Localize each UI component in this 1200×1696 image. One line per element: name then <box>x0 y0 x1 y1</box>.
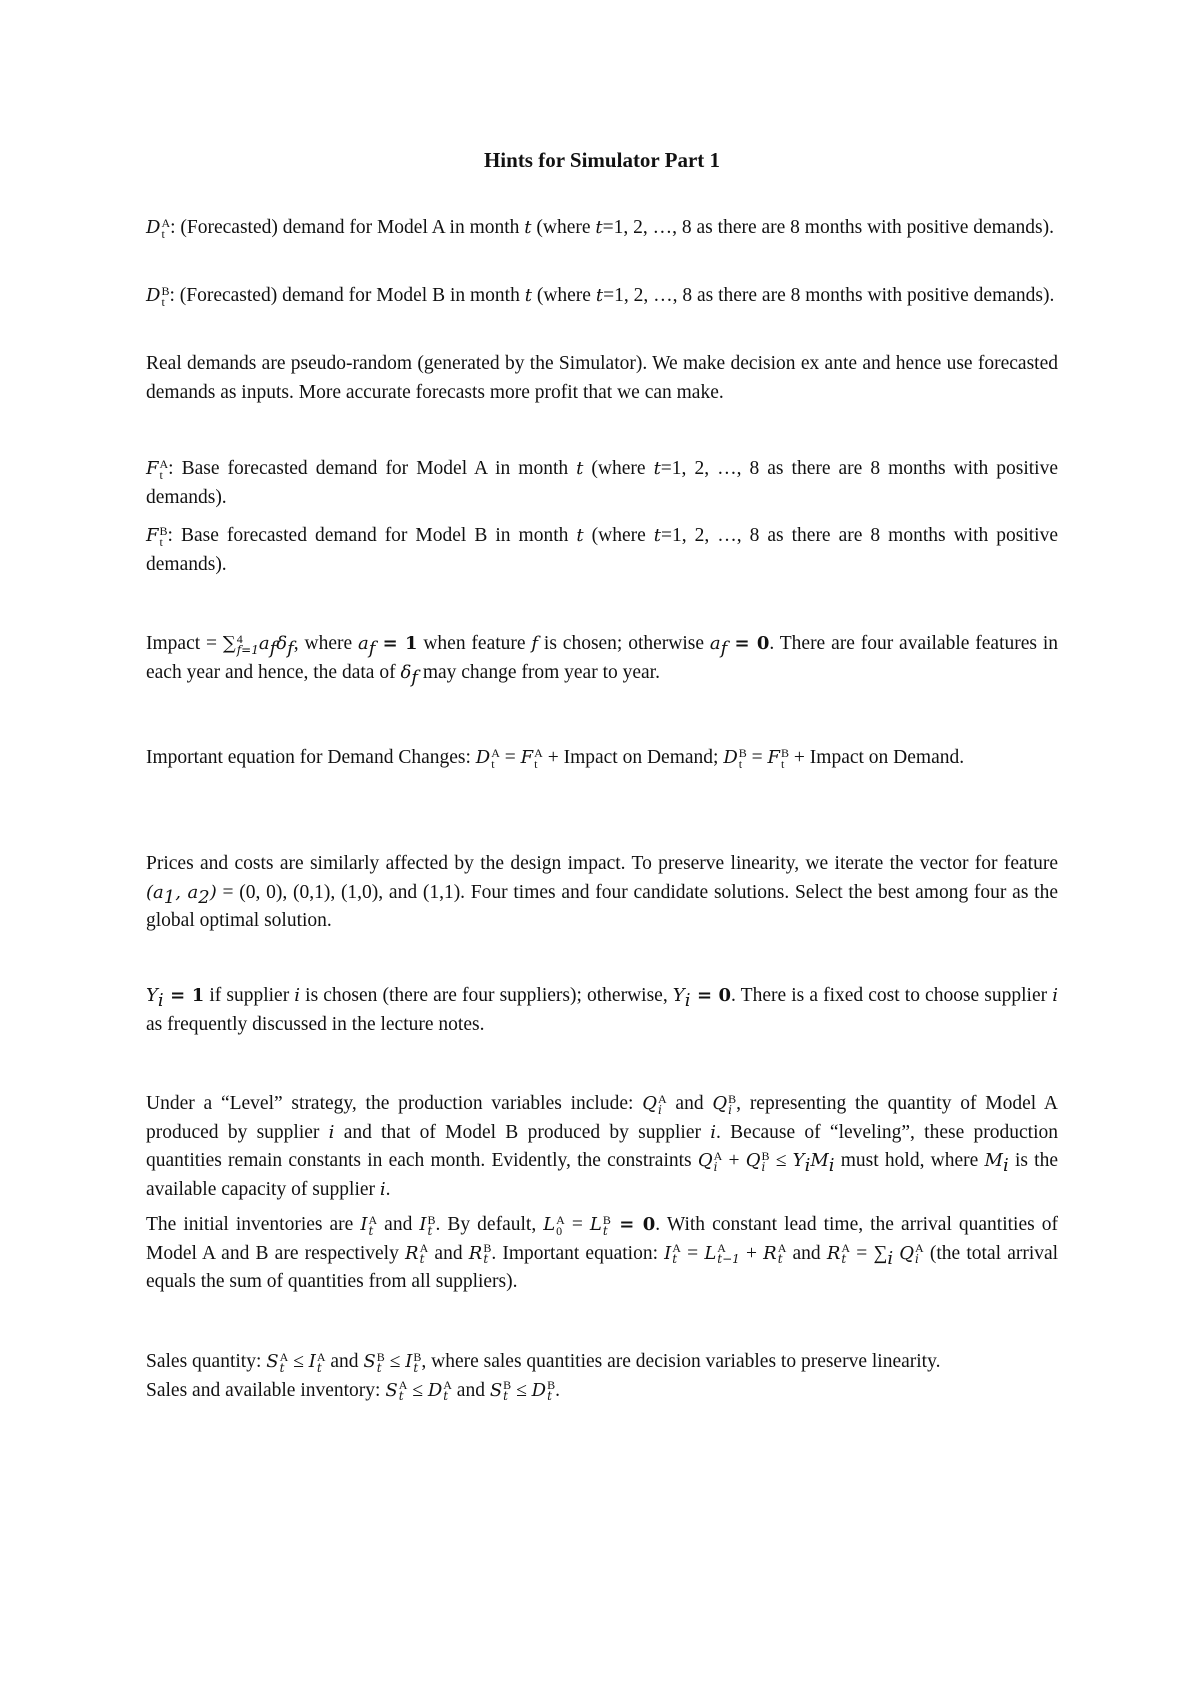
math-sub: i <box>713 1159 718 1174</box>
math-sub: t <box>841 1252 847 1267</box>
text: + Impact on Demand; <box>542 747 724 768</box>
text: =1, 2, …, 8 as there are 8 months with positive demands). <box>146 525 1058 575</box>
math-t: t <box>595 285 604 306</box>
math-R: R <box>468 1242 483 1264</box>
math-sub: f <box>411 666 418 688</box>
math-sub: i <box>761 1159 766 1174</box>
paragraph-prices-costs <box>146 850 1058 936</box>
math-t: t <box>576 458 584 479</box>
math-sub: 1 <box>163 886 176 908</box>
math-sup: B <box>761 1148 770 1163</box>
math-sub: t <box>279 1360 285 1375</box>
math-eq0: = 0 <box>690 985 732 1006</box>
math-sup: A <box>841 1241 851 1256</box>
math-eq: = <box>746 747 768 768</box>
math-sup: A <box>161 215 171 230</box>
text: Impact = <box>146 633 223 654</box>
math-sup: B <box>413 1349 422 1364</box>
math-plus: + <box>722 1150 746 1171</box>
math-F: F <box>767 747 781 768</box>
math-D: D <box>146 217 161 238</box>
math-M: M <box>984 1150 1003 1171</box>
math-sup: A <box>534 745 543 760</box>
text: (where <box>531 217 596 238</box>
text: . By default, <box>435 1214 544 1235</box>
math-sub: i <box>157 989 164 1011</box>
math-R: R <box>405 1242 419 1264</box>
math-sup: A <box>713 1148 723 1163</box>
math-sup: B <box>602 1212 611 1227</box>
text: Base forecasted demand for Model B in month <box>180 525 577 546</box>
math-t: t <box>653 458 661 479</box>
math-sub: t <box>413 1360 419 1375</box>
math-Q: Q <box>745 1150 761 1171</box>
math-I: I <box>664 1242 672 1264</box>
paragraph-demand-a: D A t : (Forecasted) demand for Model A in month t (where t=1, 2, …, 8 as there are 8 months with positive demands). <box>146 215 1054 241</box>
math-f: f <box>531 633 539 654</box>
math-sup: A <box>159 456 169 471</box>
math-sub: t <box>419 1252 425 1267</box>
text: as frequently discussed in the lecture notes. <box>146 1013 485 1035</box>
math-I: I <box>419 1214 427 1235</box>
math-D: D <box>723 747 738 768</box>
math-sub: t <box>161 294 165 309</box>
math-sub: 0 <box>556 1223 563 1238</box>
text: and <box>786 1242 827 1264</box>
math-t: t <box>524 285 532 306</box>
text: may change from year to year. <box>417 661 660 683</box>
math-vec: , a <box>175 881 199 903</box>
paragraph-level-strategy <box>146 1090 1058 1204</box>
math-sum: ∑ <box>222 633 236 654</box>
math-S: S <box>489 1379 503 1401</box>
math-sub: t <box>777 1252 783 1267</box>
math-i: i <box>710 1121 717 1143</box>
math-eq: = <box>680 1242 705 1264</box>
math-F: F <box>146 458 159 479</box>
math-le: ≤ <box>288 1351 309 1372</box>
math-sup: A <box>443 1378 452 1393</box>
text: is the available capacity of supplier <box>146 1150 1058 1200</box>
math-sub: i <box>684 989 691 1011</box>
math-t: t <box>524 217 532 238</box>
math-sub: t <box>443 1389 449 1404</box>
math-Y: Y <box>672 985 685 1006</box>
math-Q: Q <box>712 1093 728 1114</box>
math-sup: B <box>376 1349 385 1364</box>
math-sub: f <box>368 637 376 659</box>
math-sup: B <box>738 745 747 760</box>
math-i: i <box>294 985 301 1006</box>
text: and <box>428 1242 469 1264</box>
math-sub: t <box>368 1223 374 1238</box>
text: (where <box>531 285 596 306</box>
text: is chosen; otherwise <box>538 633 710 654</box>
math-S: S <box>266 1351 279 1372</box>
math-sub: t <box>161 226 165 241</box>
math-sup: A <box>368 1212 378 1227</box>
math-sub: t <box>427 1223 433 1238</box>
math-sub: i <box>804 1154 811 1176</box>
text: , where sales quantities are decision variables to preserve linearity. <box>421 1351 941 1372</box>
math-eq1: = 1 <box>375 633 418 654</box>
math-I: I <box>405 1351 413 1372</box>
text: . <box>555 1379 560 1401</box>
math-D: D <box>146 285 161 306</box>
math-sub: t <box>159 467 163 482</box>
math-t: t <box>653 525 661 546</box>
text: . Because of “leveling”, these production quantities remain constants in each month. Evidently, the constraints <box>146 1121 1058 1171</box>
math-vec: (a <box>146 881 164 903</box>
math-sub: t−1 <box>717 1252 740 1267</box>
text: (where <box>583 458 654 479</box>
math-Y: Y <box>792 1150 805 1171</box>
math-a: a <box>357 633 369 654</box>
math-sub: f=1 <box>236 642 259 657</box>
math-plus: + <box>739 1242 764 1264</box>
math-sub: i <box>828 1154 835 1176</box>
math-a: a <box>258 633 270 654</box>
text: and <box>451 1379 490 1401</box>
math-sub: i <box>728 1102 732 1117</box>
math-sub: i <box>657 1102 662 1117</box>
math-eq0: = 0 <box>610 1214 656 1235</box>
math-t: t <box>576 525 584 546</box>
text: and <box>666 1093 713 1114</box>
math-sup: 4 <box>236 631 243 646</box>
math-sub: t <box>602 1223 608 1238</box>
math-Q: Q <box>697 1150 713 1171</box>
math-sup: A <box>777 1241 787 1256</box>
math-sup: A <box>316 1349 326 1364</box>
math-i: i <box>328 1121 335 1143</box>
text: and <box>377 1214 420 1235</box>
paragraph-base-b: F B t : Base forecasted demand for Model B in month t (where t=1, 2, …, 8 as there are 8 months with positive demands). <box>146 523 1058 575</box>
math-sub: f <box>269 637 277 659</box>
math-F: F <box>146 525 159 546</box>
text: Important equation for Demand Changes: <box>146 747 476 768</box>
math-delta: δ <box>400 661 412 683</box>
text: (Forecasted) demand for Model A in month <box>180 217 525 238</box>
paragraph-demand-changes <box>146 744 1058 773</box>
paragraph-base-a: F A t : Base forecasted demand for Model A in month t (where t=1, 2, …, 8 as there are 8 months with positive demands). <box>146 456 1058 508</box>
math-I: I <box>308 1351 316 1372</box>
math-sub: t <box>547 1389 552 1404</box>
math-eq: = <box>564 1214 590 1235</box>
math-sup: A <box>717 1241 726 1256</box>
math-sub: i <box>887 1247 894 1269</box>
text: must hold, where <box>834 1150 985 1171</box>
text: Sales quantity: <box>146 1351 267 1372</box>
math-i: i <box>1052 985 1058 1006</box>
paragraph-impact <box>146 630 1058 687</box>
text: is chosen (there are four suppliers); otherwise, <box>300 985 673 1006</box>
paragraph-real-demands: Real demands are pseudo-random (generated by the Simulator). We make decision ex ante and hence use forecasted demands as inputs. More accurate forecasts more profit that we can make. <box>146 353 1058 403</box>
math-I: I <box>360 1214 368 1235</box>
text: (Forecasted) demand for Model B in month <box>179 285 525 306</box>
math-sub: t <box>503 1389 508 1404</box>
math-t: t <box>595 217 603 238</box>
math-sub: t <box>483 1252 489 1267</box>
math-eq1: = 1 <box>163 985 205 1006</box>
text: + Impact on Demand. <box>789 747 965 768</box>
math-D: D <box>531 1379 547 1401</box>
text: . <box>385 1178 391 1200</box>
math-sum: ∑ <box>873 1242 888 1264</box>
math-le: ≤ <box>384 1351 406 1372</box>
math-Y: Y <box>146 985 158 1006</box>
math-le: ≤ <box>407 1379 428 1401</box>
math-L: L <box>543 1214 556 1235</box>
math-sup: A <box>915 1241 924 1256</box>
paragraph-inventories <box>146 1211 1058 1297</box>
math-sup: B <box>427 1212 436 1227</box>
math-delta: δ <box>276 633 288 654</box>
text: if supplier <box>204 985 295 1006</box>
text: (the total arrival equals the sum of quantities from all suppliers). <box>146 1242 1059 1292</box>
math-sub: t <box>398 1389 404 1404</box>
text: Under a “Level” strategy, the production variables include: <box>146 1093 643 1114</box>
math-sup: B <box>781 745 790 760</box>
text: =1, 2, …, 8 as there are 8 months with positive demands). <box>603 285 1055 306</box>
text: =1, 2, …, 8 as there are 8 months with positive demands). <box>146 458 1058 508</box>
math-R: R <box>826 1242 841 1264</box>
math-D: D <box>427 1379 443 1401</box>
math-sup: B <box>547 1378 556 1393</box>
text: and that of Model B produced by supplier <box>334 1121 711 1143</box>
math-sup: B <box>728 1091 737 1106</box>
math-L: L <box>589 1214 602 1235</box>
math-sup: A <box>657 1091 667 1106</box>
text: and <box>325 1351 364 1372</box>
page-title: Hints for Simulator Part 1 <box>483 148 721 172</box>
math-sub: t <box>491 756 495 771</box>
math-eq0: = 0 <box>727 633 770 654</box>
math-sup: A <box>279 1349 289 1364</box>
math-sub: t <box>781 756 785 771</box>
math-sub: i <box>915 1252 919 1267</box>
text: =1, 2, …, 8 as there are 8 months with positive demands). <box>602 217 1054 238</box>
math-sup: B <box>503 1378 512 1393</box>
text: . There are four available features in each year and hence, the data of <box>146 633 1059 683</box>
text: , representing the quantity of Model A produced by supplier <box>146 1093 1058 1143</box>
text: . There is a fixed cost to choose supplier <box>731 985 1053 1006</box>
text: when feature <box>417 633 532 654</box>
math-Q: Q <box>642 1093 657 1114</box>
math-sup: A <box>398 1378 408 1393</box>
math-sub: i <box>1002 1154 1009 1176</box>
text: Prices and costs are similarly affected by the design impact. To preserve linearity, we iterate the vector for feature <box>146 853 1058 874</box>
math-F: F <box>520 747 534 768</box>
math-S: S <box>363 1351 376 1372</box>
math-sub: t <box>159 534 163 549</box>
text: . With constant lead time, the arrival quantities of Model A and B are respectively <box>146 1214 1058 1264</box>
text: (where <box>583 525 654 546</box>
text: . Important equation: <box>491 1242 665 1264</box>
math-D: D <box>475 747 491 768</box>
math-eq: = <box>850 1242 874 1264</box>
math-sub: f <box>287 637 294 659</box>
math-sub: t <box>672 1252 678 1267</box>
text: , where <box>293 633 358 654</box>
math-L: L <box>704 1242 717 1264</box>
math-sup: A <box>419 1241 429 1256</box>
math-sub: 2 <box>198 886 210 908</box>
math-eq: = <box>499 747 521 768</box>
paragraph-sales <box>146 1348 1058 1405</box>
text: Base forecasted demand for Model A in month <box>181 458 577 479</box>
math-sup: A <box>491 745 500 760</box>
math-i: i <box>379 1178 386 1200</box>
math-sup: B <box>159 523 168 538</box>
paragraph-supplier <box>146 982 1058 1039</box>
text: Sales and available inventory: <box>146 1379 386 1401</box>
math-sup: A <box>556 1212 565 1227</box>
math-sub: t <box>376 1360 382 1375</box>
math-sup: A <box>672 1241 681 1256</box>
math-a: a <box>709 633 721 654</box>
math-sub: t <box>316 1360 322 1375</box>
math-sup: B <box>161 283 170 298</box>
text: The initial inventories are <box>146 1214 361 1235</box>
math-sub: t <box>534 756 538 771</box>
math-Q: Q <box>899 1242 915 1264</box>
text: = (0, 0), (0,1), (1,0), and (1,1). Four times and four candidate solutions. Select the best among four as the global optimal solution. <box>146 881 1058 931</box>
math-sup: B <box>483 1241 492 1256</box>
math-sub: t <box>738 756 743 771</box>
math-sub: f <box>720 637 728 659</box>
math-S: S <box>385 1379 398 1401</box>
paragraph-demand-b: D B t : (Forecasted) demand for Model B in month t (where t=1, 2, …, 8 as there are 8 months with positive demands). <box>146 283 1055 309</box>
math-vec: ) <box>209 881 217 903</box>
math-le: ≤ <box>511 1379 532 1401</box>
math-M: M <box>810 1150 829 1171</box>
math-R: R <box>763 1242 777 1264</box>
math-le: ≤ <box>769 1150 793 1171</box>
